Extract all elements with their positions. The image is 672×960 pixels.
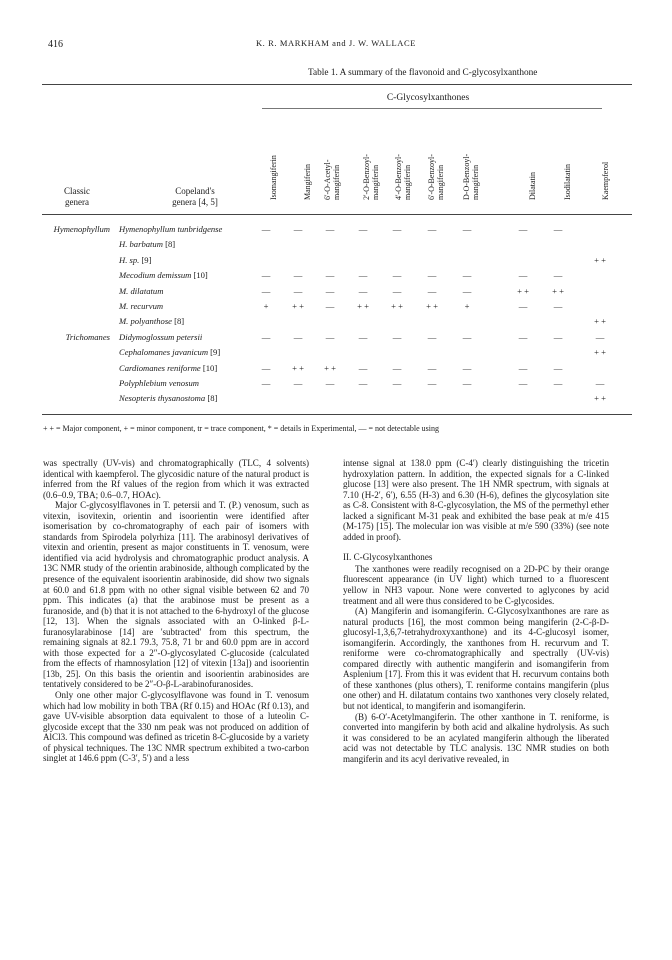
table-cell: — xyxy=(261,378,271,388)
species-name: Nesopteris thysanostoma xyxy=(119,393,206,404)
genus-label: Trichomanes xyxy=(65,331,110,342)
table-cell: — xyxy=(518,378,528,388)
table-caption: Table 1. A summary of the flavonoid and C-glycosylxanthone xyxy=(308,68,538,78)
table-cell: + + xyxy=(426,301,438,311)
species-name: Mecodium demissum xyxy=(119,270,192,281)
section-title: II. C-Glycosylxanthones xyxy=(343,552,433,563)
table-cell: — xyxy=(261,270,271,281)
paragraph: Only one other major C-glycosylflavone was found in T. venosum which had low mobility in both TBA (Rf 0.15) and HOAc (Rf 0.13), and gave UV-visible absorption data equivalent to those of a luteolin C-glycoside except that the 330 nm peak was not produced on addition of AlCl3. This compound was defined as tricetin 8-C-glucoside by a variety of physical techniques. The 13C NMR spectrum exhibited a two-carbon singlet at 146.6 ppm (C-3′, 5′) and a less xyxy=(43,690,309,764)
table-cell: + + xyxy=(552,285,564,296)
table-cell: — xyxy=(553,224,563,234)
species-name: M. dilatatum xyxy=(119,285,164,296)
col-header-6: D-O-Benzoyl- mangiferin xyxy=(462,153,480,200)
species-label xyxy=(119,378,199,388)
table-footnote: + + = Major component, + = minor component, tr = trace component, * = details in Experimental, — = not detectable using xyxy=(43,424,439,433)
species-label xyxy=(119,224,222,234)
left-column xyxy=(43,458,309,764)
header-rule xyxy=(42,214,632,215)
paragraph: intense signal at 138.0 ppm (C-4′) clearly distinguishing the tricetin hydroxylation pattern. In addition, the expected signals for a C-linked glucose [13] were also present. The 1H NMR spectrum, with signals at 7.10 (H-2′, 6′), 6.55 (H-3) and 6.30 (H-6), defines the glycosylation site as C-8. Consistent with 8-C-glycosylation, the MS of the permethyl ether lacked a significant M-31 peak and exhibited the base peak at m/e 415 (M-175) [15]. The molecular ion was visible at m/e 590 (33%) (see note added in proof). xyxy=(343,458,609,542)
table-cell: + + xyxy=(357,301,369,311)
species-label xyxy=(119,255,151,265)
paragraph: was spectrally (UV-vis) and chromatographically (TLC, 4 solvents) identical with kaempferol. The glycosidic nature of the natural product is inferred from the Rf values of the region from which it was extracted (0.6–0.9, TBA; 0.6–0.7, HOAc). xyxy=(43,458,309,500)
table-cell: — xyxy=(518,301,528,311)
table-cell: — xyxy=(261,224,271,234)
row-header-copeland: Copeland's genera [4, 5] xyxy=(172,186,218,207)
paragraph: (B) 6-O′-Acetylmangiferin. The other xanthone in T. reniforme, is converted into mangiferin by both acid and alkaline hydrolysis. As such it was considered to be an acylated mangiferin although the liberated acid was not detectable by TLC analysis. 13C NMR studies on both mangiferin and its acyl derivative revealed, in xyxy=(343,711,609,764)
table-cell: — xyxy=(553,270,563,281)
species-label xyxy=(119,301,163,311)
table-cell: — xyxy=(392,378,402,388)
table-cell: + + xyxy=(594,316,606,327)
table-cell: + + xyxy=(292,362,304,373)
table-cell: — xyxy=(427,362,437,373)
table-cell: — xyxy=(427,378,437,388)
table-cell: — xyxy=(462,378,472,388)
table-cell: — xyxy=(462,331,472,342)
table-cell: — xyxy=(325,331,335,342)
table-cell: — xyxy=(462,285,472,296)
table-cell: — xyxy=(553,378,563,388)
species-label xyxy=(119,332,202,342)
table-cell: — xyxy=(462,270,472,281)
table-cell: — xyxy=(261,331,271,342)
running-head: K. R. MARKHAM and J. W. WALLACE xyxy=(255,38,417,48)
species-ref: [10] xyxy=(191,270,208,281)
table-cell: — xyxy=(293,331,303,342)
table-cell: — xyxy=(595,378,605,388)
species-name: Hymenophyllum tunbridgense xyxy=(119,224,223,234)
paragraph: (A) Mangiferin and isomangiferin. C-Glycosylxanthones are rare as natural products [16], the most common being mangiferin (2-C-β-D-glucosyl-1,3,6,7-tetrahydroxyxanthone) and its 4-C-glucosyl isomer, isomangiferin. Accordingly, the xanthones from H. recurvum and T. reniforme were co-chromatographically and spectrally (UV-vis) compared directly with authentic mangiferin and isomangiferin from Asplenium [17]. From this it was evident that H. recurvum contains both of these xanthones (plus others), T. reniforme contains mangiferin (plus one other) and H. dilatatum contains two xanthones very closely related, but not identical, to mangiferin and isomangiferin. xyxy=(343,606,609,712)
table-cell: + + xyxy=(324,362,336,373)
species-name: Cardiomanes reniforme xyxy=(119,362,201,373)
species-label xyxy=(119,316,184,326)
species-ref: [8] xyxy=(172,316,185,327)
table-cell: — xyxy=(358,331,368,342)
table-cell: + + xyxy=(594,393,606,404)
table-cell: — xyxy=(518,362,528,373)
table-cell: — xyxy=(553,301,563,311)
species-label xyxy=(119,393,217,403)
col-header-7: Dilatatin xyxy=(528,172,537,200)
table-cell: — xyxy=(325,285,335,296)
species-ref: [8] xyxy=(162,239,176,250)
table-cell: — xyxy=(392,331,402,342)
species-name: M. recurvum xyxy=(119,301,164,311)
table-cell: — xyxy=(392,285,402,296)
table-cell: — xyxy=(358,224,368,234)
table-cell: — xyxy=(427,224,437,234)
col-header-2: 6'-O-Acetyl- mangiferin xyxy=(323,159,341,200)
species-name: M. polyanthose xyxy=(119,316,172,327)
table-cell: — xyxy=(358,362,368,373)
species-ref: [9] xyxy=(139,254,152,265)
table-cell: — xyxy=(325,224,335,234)
table-cell: — xyxy=(392,362,402,373)
species-ref: [8] xyxy=(205,393,218,404)
table-cell: — xyxy=(325,378,335,388)
table-cell: + + xyxy=(594,254,606,265)
table-cell: — xyxy=(261,285,271,296)
table-cell: — xyxy=(293,224,303,234)
table-cell: — xyxy=(427,285,437,296)
table-cell: + + xyxy=(292,301,304,311)
table-cell: — xyxy=(462,224,472,234)
species-label xyxy=(119,363,217,373)
col-header-4: 4'-O-Benzoyl- mangiferin xyxy=(394,154,412,200)
table-cell: — xyxy=(358,285,368,296)
table-cell: — xyxy=(518,270,528,281)
paragraph: Major C-glycosylflavones in T. petersii and T. (P.) venosum, such as vitexin, isovitexin, orientin and isoorientin were identified after isomerisation by co-chromatography of each pair of isomers with standards from Spirodela polyrhiza [11]. The arabinosyl derivatives of vitexin and orientin, present as major constituents in T. venosum, were identified via acid hydrolysis and chromatographic product analysis. A 13C NMR study of the orientin arabinoside, although complicated by the presence of the equivalent isoorientin arabinoside, did show two signals at 60.0 and 61.8 ppm with no other signal visible between 62 and 70 ppm. This indicates (a) that the arabinose must be present as a furanoside, and (b) that it is not attached to the 6-hydroxyl of the glucose [12, 13]. When the signals associated with an O-linked β-L-furanosylarabinose [14] are 'subtracted' from this spectrum, the remaining signals at 82.1 79.3, 75.8, 71 br and 60.0 ppm are in accord with those expected for a 2″-O-glycosylated C-glucoside (calculated from the effects of rhamnosylation [12] of vitexin [13a]) and isoorientin [13b, 25]. On this basis the orientin and isoorientin arabinosides are tentatively considered to be 2″-O-β-L-arabinofuranosides. xyxy=(43,500,309,690)
page-number: 416 xyxy=(48,39,63,50)
table-cell: — xyxy=(392,270,402,281)
col-header-0: Isomangiferin xyxy=(269,155,278,200)
row-header-genus: Classic genera xyxy=(64,186,90,207)
table-cell: — xyxy=(293,285,303,296)
table-cell: — xyxy=(325,301,335,311)
table-cell: + + xyxy=(391,301,403,311)
table-cell: — xyxy=(358,270,368,281)
table-bottom-rule xyxy=(42,414,632,415)
table-cell: — xyxy=(553,331,563,342)
col-header-9: Kaempferol xyxy=(601,161,610,200)
species-name: Didymoglossum petersii xyxy=(119,331,203,342)
species-label xyxy=(119,270,208,280)
table-cell: — xyxy=(427,331,437,342)
table-cell: — xyxy=(518,331,528,342)
table-cell: + xyxy=(464,301,470,311)
col-header-1: Mangiferin xyxy=(303,164,312,200)
species-name: Polyphlebium venosum xyxy=(119,378,199,388)
table-cell: + xyxy=(263,301,269,311)
species-ref: [9] xyxy=(208,347,221,358)
col-header-3: 2'-O-Benzoyl- mangiferin xyxy=(362,154,380,200)
table-cell: — xyxy=(261,362,271,373)
species-label xyxy=(119,286,163,296)
table-cell: — xyxy=(553,362,563,373)
group-header: C-Glycosylxanthones xyxy=(386,93,470,103)
species-name: H. barbatum xyxy=(119,239,163,250)
table-top-rule xyxy=(42,84,632,85)
paragraph: The xanthones were readily recognised on a 2D-PC by their orange fluorescent appearance (in UV light) which turned to a fluorescent yellow in NH3 vapour. None were converted to aglycones by acid treatment and all were thus considered to be C-glycosides. xyxy=(343,563,609,606)
table-cell: + + xyxy=(517,285,529,296)
col-header-5: 6'-O-Benzoyl- mangiferin xyxy=(427,154,445,200)
table-cell: — xyxy=(293,270,303,281)
genus-label: Hymenophyllum xyxy=(53,224,110,234)
table-cell: — xyxy=(595,331,605,342)
table-cell: — xyxy=(325,270,335,281)
species-label xyxy=(119,347,220,357)
table-cell: — xyxy=(293,378,303,388)
table-cell: — xyxy=(462,362,472,373)
table-cell: — xyxy=(427,270,437,281)
col-header-8: Isodilatatin xyxy=(563,164,572,200)
table-cell: — xyxy=(518,224,528,234)
table-cell: — xyxy=(358,378,368,388)
species-ref: [10] xyxy=(200,362,218,373)
species-label xyxy=(119,239,175,249)
right-column xyxy=(343,458,609,764)
species-name: Cephalomanes javanicum xyxy=(119,347,209,358)
table-cell: + + xyxy=(594,347,606,358)
species-name: H. sp. xyxy=(119,254,140,265)
group-rule xyxy=(262,108,602,109)
table-cell: — xyxy=(392,224,402,234)
